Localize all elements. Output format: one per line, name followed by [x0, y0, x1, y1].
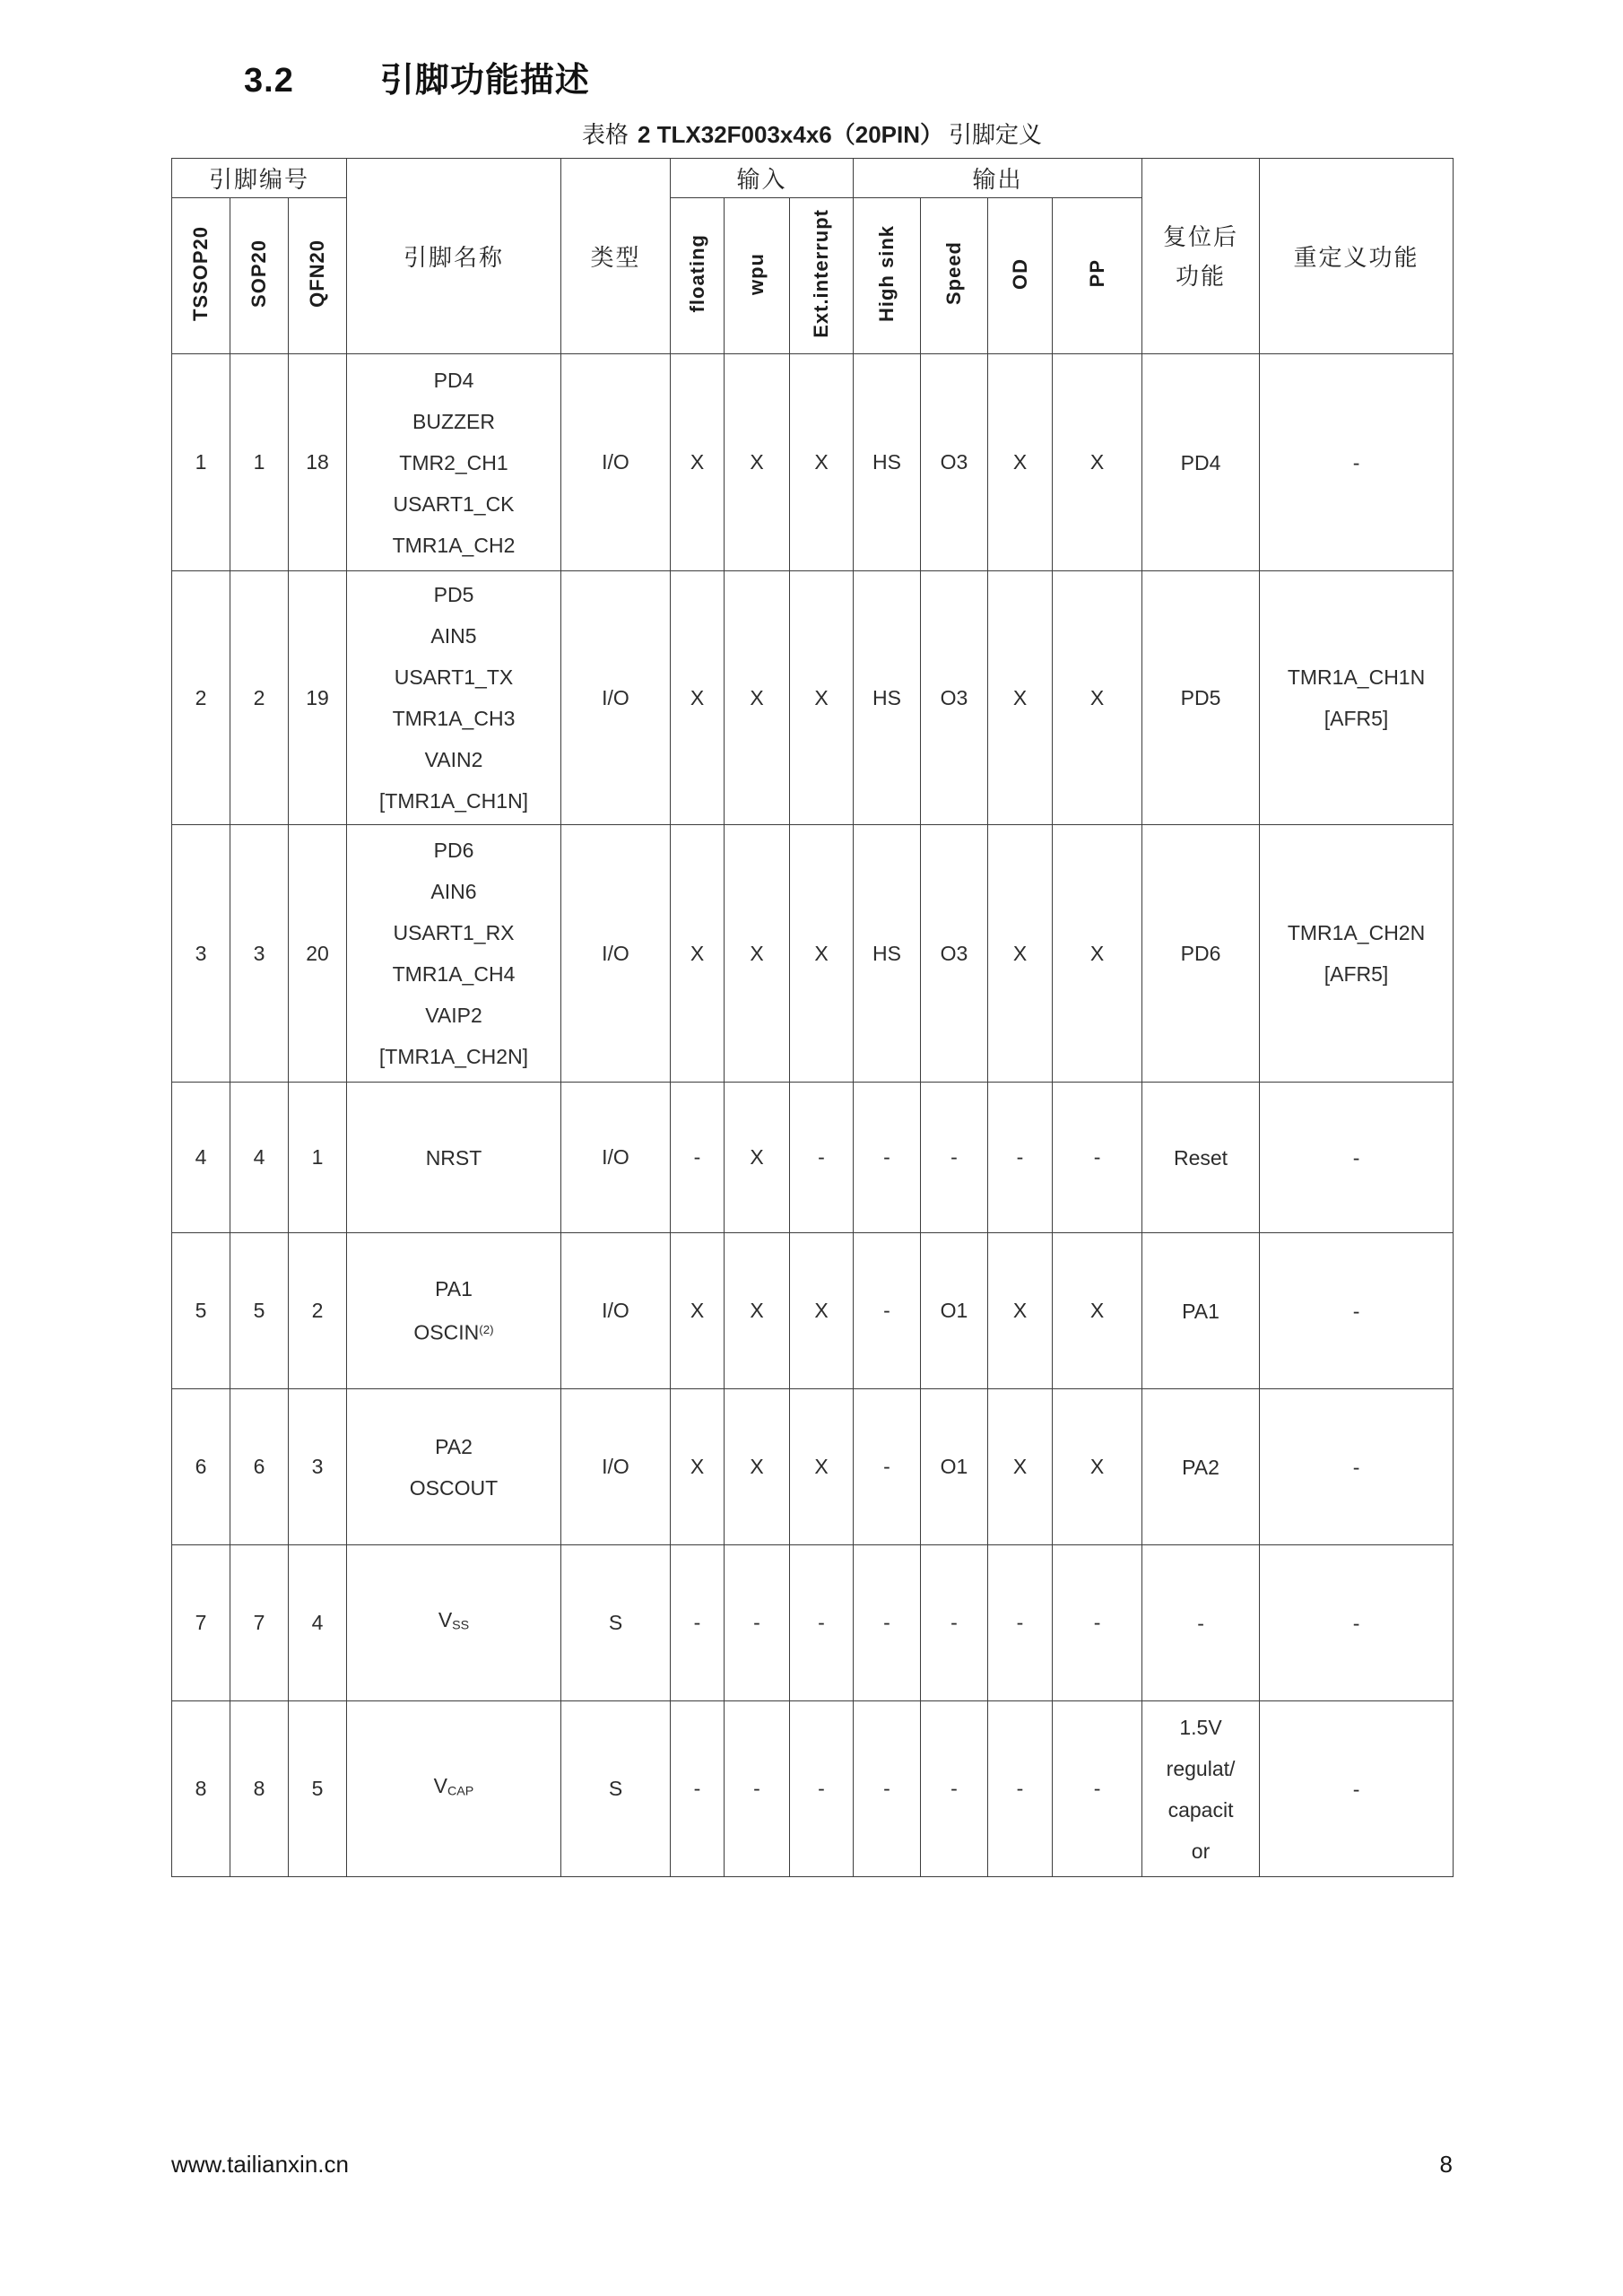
- cell-line: $V_{CAP}$: [433, 1774, 474, 1799]
- cell-pin-names: [347, 1545, 561, 1701]
- cell-line: [TMR1A_CH1N]: [378, 789, 529, 813]
- cell-reset-function: [1142, 825, 1260, 1083]
- cell-wpu: X: [725, 825, 790, 1083]
- cell-line: TMR1A_CH2N: [1287, 921, 1426, 944]
- cell-line: PD6: [433, 839, 474, 862]
- cell-floating: X: [671, 825, 725, 1083]
- cell-ext-interrupt: -: [790, 1701, 854, 1877]
- footer-page-number: 8: [1439, 2151, 1453, 2178]
- cell-ext-interrupt: X: [790, 1233, 854, 1389]
- cell-high-sink: -: [854, 1701, 921, 1877]
- cell-line: AIN5: [430, 624, 477, 648]
- table-row: [172, 1545, 1454, 1701]
- cell-sop20: 1: [230, 354, 289, 571]
- cell-remap-function: [1260, 1545, 1454, 1701]
- cell-wpu: X: [725, 1389, 790, 1545]
- header-type: 类型: [561, 159, 671, 354]
- cell-speed: O3: [921, 571, 988, 825]
- cell-od: X: [988, 1389, 1053, 1545]
- cell-line: -: [1352, 1777, 1360, 1801]
- cell-wpu: X: [725, 1233, 790, 1389]
- cell-line: TMR1A_CH2: [392, 533, 516, 557]
- cell-reset-function: [1142, 1545, 1260, 1701]
- section-number: 3.2: [244, 62, 294, 100]
- cell-line: or: [1191, 1839, 1211, 1863]
- cell-qfn20: 19: [289, 571, 347, 825]
- caption-product: 2 TLX32F003x4x6（20PIN）: [637, 121, 944, 148]
- cell-floating: X: [671, 571, 725, 825]
- header-remap-function: 重定义功能: [1260, 159, 1454, 354]
- cell-floating: -: [671, 1083, 725, 1233]
- cell-type: I/O: [561, 825, 671, 1083]
- cell-tssop20: 4: [172, 1083, 230, 1233]
- cell-pin-names: [347, 354, 561, 571]
- cell-type: I/O: [561, 1233, 671, 1389]
- cell-reset-function: [1142, 1233, 1260, 1389]
- cell-od: -: [988, 1545, 1053, 1701]
- cell-qfn20: 4: [289, 1545, 347, 1701]
- table-row: [172, 1083, 1454, 1233]
- cell-line: capacit: [1167, 1797, 1234, 1822]
- cell-speed: O1: [921, 1233, 988, 1389]
- cell-ext-interrupt: -: [790, 1083, 854, 1233]
- cell-line: [TMR1A_CH2N]: [378, 1045, 529, 1068]
- header-floating: [671, 198, 725, 354]
- cell-line: NRST: [425, 1145, 482, 1170]
- cell-line: -: [1352, 450, 1360, 474]
- cell-line: TMR1A_CH4: [392, 962, 516, 986]
- pin-definition-table: [171, 158, 1454, 1877]
- cell-line: PD6: [1180, 942, 1221, 965]
- cell-od: X: [988, 825, 1053, 1083]
- header-qfn20: [289, 198, 347, 354]
- header-pp: [1053, 198, 1142, 354]
- cell-tssop20: 8: [172, 1701, 230, 1877]
- cell-sop20: 8: [230, 1701, 289, 1877]
- cell-reset-function: [1142, 1389, 1260, 1545]
- header-line: 功能: [1176, 262, 1227, 290]
- cell-ext-interrupt: X: [790, 571, 854, 825]
- cell-high-sink: -: [854, 1389, 921, 1545]
- cell-ext-interrupt: -: [790, 1545, 854, 1701]
- cell-od: X: [988, 571, 1053, 825]
- cell-pp: X: [1053, 354, 1142, 571]
- cell-type: S: [561, 1701, 671, 1877]
- cell-line: PD4: [433, 368, 474, 392]
- cell-line: PA1: [435, 1277, 473, 1301]
- cell-wpu: -: [725, 1545, 790, 1701]
- cell-od: X: [988, 354, 1053, 571]
- rotated-header-label: OD: [1008, 257, 1031, 290]
- rotated-header-label: Speed: [942, 241, 966, 306]
- header-wpu: [725, 198, 790, 354]
- cell-line: PA1: [1182, 1299, 1219, 1323]
- cell-speed: O3: [921, 825, 988, 1083]
- cell-speed: O1: [921, 1389, 988, 1545]
- cell-sop20: 6: [230, 1389, 289, 1545]
- cell-line: 1.5V: [1179, 1715, 1222, 1739]
- cell-line: TMR1A_CH1N: [1287, 665, 1426, 689]
- cell-line: [AFR5]: [1324, 962, 1389, 986]
- caption-label: 表格: [581, 121, 629, 148]
- cell-remap-function: [1260, 1701, 1454, 1877]
- header-input-group: 输入: [671, 159, 854, 198]
- cell-pp: X: [1053, 1233, 1142, 1389]
- rotated-header-label: floating: [685, 234, 708, 313]
- cell-line: PA2: [435, 1434, 473, 1458]
- cell-remap-function: [1260, 825, 1454, 1083]
- cell-pp: X: [1053, 571, 1142, 825]
- cell-speed: -: [921, 1701, 988, 1877]
- cell-remap-function: [1260, 1083, 1454, 1233]
- header-speed: [921, 198, 988, 354]
- cell-high-sink: -: [854, 1233, 921, 1389]
- cell-line: AIN6: [430, 880, 477, 903]
- cell-line: TMR2_CH1: [399, 450, 508, 474]
- cell-type: I/O: [561, 1083, 671, 1233]
- cell-tssop20: 6: [172, 1389, 230, 1545]
- cell-line: -: [1352, 1145, 1360, 1170]
- cell-tssop20: 3: [172, 825, 230, 1083]
- cell-od: -: [988, 1083, 1053, 1233]
- cell-type: I/O: [561, 571, 671, 825]
- cell-tssop20: 7: [172, 1545, 230, 1701]
- header-pin-number-group: 引脚编号: [172, 159, 347, 198]
- cell-line: $V_{SS}$: [438, 1608, 470, 1633]
- cell-line: [AFR5]: [1324, 707, 1389, 730]
- cell-speed: O3: [921, 354, 988, 571]
- cell-pp: X: [1053, 825, 1142, 1083]
- cell-line: VAIN2: [424, 748, 483, 771]
- cell-line: PD5: [1180, 686, 1221, 709]
- cell-line: OSCIN$^{(2)}$: [413, 1320, 494, 1344]
- cell-qfn20: 20: [289, 825, 347, 1083]
- cell-line: OSCOUT: [409, 1475, 499, 1500]
- header-reset-function: [1142, 159, 1260, 354]
- table-row: [172, 825, 1454, 1083]
- cell-wpu: -: [725, 1701, 790, 1877]
- cell-floating: -: [671, 1545, 725, 1701]
- cell-ext-interrupt: X: [790, 825, 854, 1083]
- table-row: [172, 354, 1454, 571]
- cell-high-sink: HS: [854, 354, 921, 571]
- header-sop20: [230, 198, 289, 354]
- cell-speed: -: [921, 1083, 988, 1233]
- cell-type: I/O: [561, 1389, 671, 1545]
- cell-wpu: X: [725, 1083, 790, 1233]
- cell-remap-function: [1260, 571, 1454, 825]
- cell-high-sink: HS: [854, 825, 921, 1083]
- header-line: 复位后: [1163, 222, 1239, 250]
- table-row: [172, 1233, 1454, 1389]
- cell-line: regulat/: [1166, 1756, 1236, 1780]
- header-high-sink: [854, 198, 921, 354]
- cell-floating: X: [671, 1389, 725, 1545]
- cell-tssop20: 2: [172, 571, 230, 825]
- rotated-header-label: wpu: [745, 252, 768, 295]
- header-od: [988, 198, 1053, 354]
- cell-high-sink: -: [854, 1083, 921, 1233]
- cell-pin-names: [347, 1701, 561, 1877]
- cell-tssop20: 1: [172, 354, 230, 571]
- cell-line: VAIP2: [425, 1004, 482, 1027]
- cell-od: -: [988, 1701, 1053, 1877]
- cell-high-sink: HS: [854, 571, 921, 825]
- cell-reset-function: [1142, 354, 1260, 571]
- cell-line: PA2: [1182, 1455, 1219, 1479]
- cell-remap-function: [1260, 1389, 1454, 1545]
- rotated-header-label: QFN20: [306, 239, 328, 308]
- cell-line: -: [1352, 1299, 1360, 1323]
- cell-line: Reset: [1173, 1145, 1228, 1170]
- cell-line: -: [1197, 1611, 1204, 1635]
- cell-pin-names: [347, 571, 561, 825]
- cell-line: USART1_CK: [393, 491, 515, 516]
- cell-sop20: 2: [230, 571, 289, 825]
- cell-tssop20: 5: [172, 1233, 230, 1389]
- cell-qfn20: 1: [289, 1083, 347, 1233]
- table-caption: [171, 117, 1453, 150]
- cell-od: X: [988, 1233, 1053, 1389]
- header-row-groups: [172, 159, 1454, 198]
- cell-ext-interrupt: X: [790, 1389, 854, 1545]
- cell-sop20: 5: [230, 1233, 289, 1389]
- cell-type: S: [561, 1545, 671, 1701]
- cell-floating: -: [671, 1701, 725, 1877]
- rotated-header-label: Ext.interrupt: [810, 209, 832, 338]
- cell-line: TMR1A_CH3: [392, 707, 516, 730]
- cell-wpu: X: [725, 354, 790, 571]
- table-row: [172, 1389, 1454, 1545]
- cell-reset-function: [1142, 571, 1260, 825]
- cell-type: I/O: [561, 354, 671, 571]
- cell-wpu: X: [725, 571, 790, 825]
- cell-ext-interrupt: X: [790, 354, 854, 571]
- footer-website: www.tailianxin.cn: [171, 2151, 349, 2178]
- section-heading: [244, 52, 590, 101]
- header-output-group: 输出: [854, 159, 1142, 198]
- cell-qfn20: 18: [289, 354, 347, 571]
- cell-pin-names: [347, 1389, 561, 1545]
- cell-floating: X: [671, 354, 725, 571]
- cell-reset-function: [1142, 1083, 1260, 1233]
- section-title: 引脚功能描述: [379, 62, 590, 100]
- cell-sop20: 3: [230, 825, 289, 1083]
- cell-pp: X: [1053, 1389, 1142, 1545]
- cell-pin-names: [347, 1233, 561, 1389]
- header-tssop20: [172, 198, 230, 354]
- cell-line: PD4: [1180, 450, 1221, 474]
- cell-speed: -: [921, 1545, 988, 1701]
- cell-reset-function: [1142, 1701, 1260, 1877]
- cell-pp: -: [1053, 1701, 1142, 1877]
- header-pin-name: 引脚名称: [347, 159, 561, 354]
- cell-line: -: [1352, 1611, 1360, 1635]
- cell-remap-function: [1260, 1233, 1454, 1389]
- rotated-header-label: High sink: [875, 224, 898, 322]
- cell-high-sink: -: [854, 1545, 921, 1701]
- cell-line: USART1_TX: [394, 665, 514, 689]
- table-row: [172, 571, 1454, 825]
- page-footer: [171, 2151, 1453, 2179]
- cell-pp: -: [1053, 1545, 1142, 1701]
- rotated-header-label: TSSOP20: [189, 225, 212, 322]
- cell-line: BUZZER: [412, 409, 495, 433]
- cell-floating: X: [671, 1233, 725, 1389]
- cell-line: -: [1352, 1455, 1360, 1479]
- cell-line: USART1_RX: [393, 921, 515, 944]
- cell-remap-function: [1260, 354, 1454, 571]
- cell-pin-names: [347, 825, 561, 1083]
- table-row: [172, 1701, 1454, 1877]
- cell-qfn20: 3: [289, 1389, 347, 1545]
- cell-qfn20: 5: [289, 1701, 347, 1877]
- cell-pin-names: [347, 1083, 561, 1233]
- cell-sop20: 7: [230, 1545, 289, 1701]
- rotated-header-label: PP: [1085, 259, 1108, 288]
- rotated-header-label: SOP20: [247, 239, 270, 308]
- cell-qfn20: 2: [289, 1233, 347, 1389]
- cell-line: PD5: [433, 583, 474, 606]
- cell-pp: -: [1053, 1083, 1142, 1233]
- cell-sop20: 4: [230, 1083, 289, 1233]
- caption-rest: 引脚定义: [949, 121, 1043, 148]
- header-ext-interrupt: [790, 198, 854, 354]
